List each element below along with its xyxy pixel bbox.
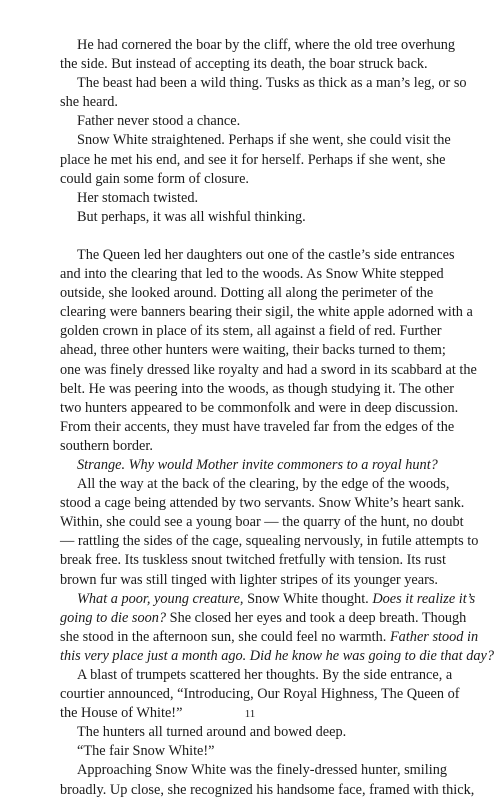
text-segment: the side. But instead of accepting its death, the boar struck back.: [60, 56, 428, 73]
italic-segment: What a poor, young creature,: [77, 590, 244, 607]
text-line: [60, 341, 460, 360]
text-segment: From their accents, they must have traveled far from the edges of the: [60, 418, 455, 435]
text-line: [60, 112, 460, 131]
text-line: [60, 246, 460, 265]
text-segment: Snow White thought.: [243, 590, 373, 607]
text-segment: place he met his end, and see it for herself. Perhaps if she went, she: [60, 151, 446, 168]
text-line: [60, 265, 460, 284]
text-segment: Snow White straightened. Perhaps if she went, she could visit the: [77, 132, 451, 149]
text-line: [60, 151, 460, 170]
text-segment: All the way at the back of the clearing, by the edge of the woods,: [77, 476, 450, 493]
text-line: [60, 551, 460, 570]
italic-segment: Strange. Why would Mother invite commoners to a royal hunt?: [77, 456, 438, 473]
italic-segment: this very place just a month ago. Did he know he was going to die that day?: [60, 647, 495, 664]
text-line: [60, 723, 460, 742]
text-segment: The Queen led her daughters out one of the castle’s side entrances: [77, 246, 455, 263]
text-line: [60, 685, 460, 704]
text-line: [60, 475, 460, 494]
text-line: [60, 513, 464, 532]
text-segment: belt. He was peering into the woods, as though studying it. The other: [60, 380, 455, 397]
text-segment: Approaching Snow White was the finely-dressed hunter, smiling: [77, 762, 448, 779]
text-line: [60, 74, 467, 93]
text-line: [60, 418, 460, 437]
text-line: [60, 666, 460, 685]
text-line: [60, 361, 477, 380]
text-segment: clearing were banners bearing their sigil, the white apple adorned with a: [60, 304, 473, 321]
text-segment: — rattling the sides of the cage, squealing nervously, in futile attempts to: [60, 533, 479, 550]
text-line: [60, 208, 460, 227]
body-text: [60, 36, 495, 800]
text-segment: and into the clearing that led to the woods. As Snow White stepped: [60, 266, 444, 283]
text-segment: outside, she looked around. Dotting all along the perimeter of the: [60, 285, 434, 302]
text-line: [60, 494, 465, 513]
text-line: [60, 380, 460, 399]
text-line: [60, 322, 460, 341]
text-segment: break free. Its tuskless snout twitched fretfully with tension. Its rust: [60, 552, 446, 569]
text-segment: she heard.: [60, 94, 118, 111]
text-line: [60, 437, 460, 456]
text-line: [60, 189, 460, 208]
italic-segment: going to die soon?: [60, 609, 167, 626]
text-line: [60, 55, 460, 74]
text-segment: A blast of trumpets scattered her thoughts. By the side entrance, a: [77, 667, 453, 683]
text-segment: She closed her eyes and took a deep breath. Though: [166, 609, 467, 626]
text-line: [60, 590, 476, 609]
text-line: [60, 131, 460, 150]
text-segment: stood a cage being attended by two servants. Snow White’s heart sank.: [60, 495, 465, 512]
text-segment: The hunters all turned around and bowed deep.: [77, 724, 347, 741]
text-line: [60, 761, 460, 780]
text-line: [60, 609, 467, 628]
text-segment: two hunters appeared to be commonfolk and were in deep discussion.: [60, 399, 459, 416]
text-segment: But perhaps, it was all wishful thinking.: [77, 208, 306, 225]
text-line: [60, 781, 475, 800]
text-segment: golden crown in place of its stem, all against a field of red. Further: [60, 323, 442, 340]
text-line: [60, 303, 473, 322]
italic-segment: Father stood in: [389, 628, 479, 645]
text-segment: she stood in the afternoon sun, she could feel no warmth.: [60, 628, 390, 645]
text-segment: could gain some form of closure.: [60, 170, 249, 187]
text-segment: one was finely dressed like royalty and had a sword in its scabbard at the: [60, 361, 477, 378]
text-line: [60, 628, 479, 647]
text-segment: brown fur was still tinged with lighter stripes of its younger years.: [60, 571, 439, 588]
text-segment: ahead, three other hunters were waiting, their backs turned to them;: [60, 342, 446, 359]
text-line: [60, 36, 460, 55]
text-segment: courtier announced, “Introducing, Our Royal Highness, The Queen of: [60, 686, 460, 703]
text-segment: “The fair Snow White!”: [77, 743, 215, 760]
text-line: [60, 170, 460, 189]
text-segment: He had cornered the boar by the cliff, where the old tree overhung: [77, 37, 456, 53]
text-segment: southern border.: [60, 437, 153, 454]
text-line: [60, 93, 460, 112]
text-segment: the House of White!”: [60, 705, 183, 722]
text-segment: Her stomach twisted.: [77, 189, 199, 206]
text-segment: broadly. Up close, she recognized his handsome face, framed with thick,: [60, 781, 475, 798]
text-line: [60, 284, 460, 303]
text-line: [60, 399, 460, 418]
text-line: [60, 742, 460, 761]
text-line: [60, 532, 479, 551]
text-segment: Within, she could see a young boar — the quarry of the hunt, no doubt: [60, 514, 464, 531]
text-segment: Father never stood a chance.: [77, 113, 241, 130]
text-line: [60, 571, 460, 590]
text-line: [60, 647, 495, 666]
page-number: 11: [244, 708, 256, 720]
text-line: [60, 456, 460, 475]
italic-segment: Does it realize it’s: [372, 590, 476, 607]
text-segment: The beast had been a wild thing. Tusks as thick as a man’s leg, or so: [77, 75, 467, 92]
